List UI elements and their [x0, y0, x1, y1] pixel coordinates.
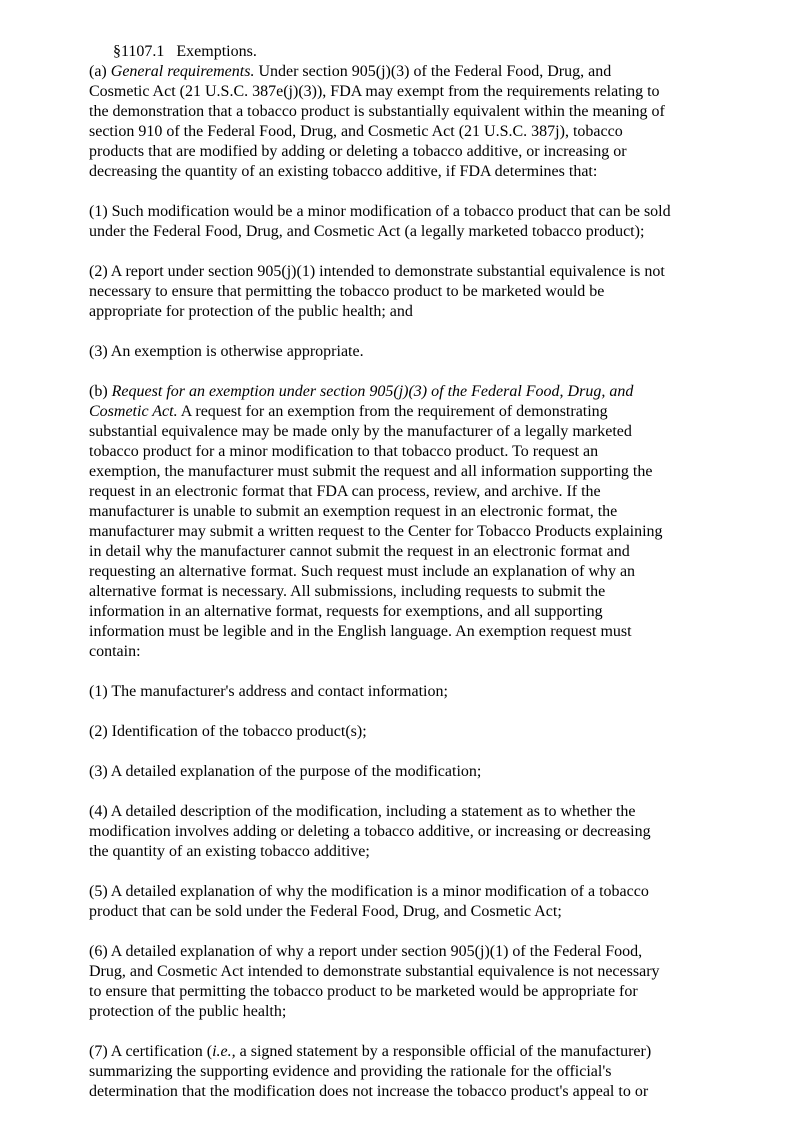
line-text: information must be legible and in the English language. An exemption request must	[89, 623, 632, 640]
line-text: information in an alternative format, requests for exemptions, and all supporting	[89, 603, 603, 620]
text-line	[89, 282, 729, 302]
line-prefix: (7) A certification (	[89, 1043, 213, 1060]
text-line	[89, 942, 729, 962]
text-line	[89, 222, 729, 242]
paragraph-b	[89, 382, 729, 662]
line-text: (3) An exemption is otherwise appropriate.	[89, 343, 364, 360]
paragraph-b6	[89, 942, 729, 1022]
text-line	[89, 682, 729, 702]
italic-caption: Request for an exemption under section 905(j)(3) of the Federal Food, Drug, and	[111, 383, 634, 400]
line-text: alternative format is necessary. All submissions, including requests to submit the	[89, 583, 606, 600]
text-line	[89, 1082, 729, 1102]
line-text: (1) Such modification would be a minor modification of a tobacco product that can be sold	[89, 203, 671, 220]
italic-caption: i.e.,	[212, 1043, 236, 1060]
text-line	[89, 382, 729, 402]
line-text: summarizing the supporting evidence and providing the rationale for the official's	[89, 1063, 612, 1080]
line-prefix: (a)	[89, 63, 111, 80]
line-text: A request for an exemption from the requirement of demonstrating	[177, 403, 608, 420]
paragraph-a1	[89, 202, 729, 242]
line-text: appropriate for protection of the public health; and	[89, 303, 413, 320]
line-text: section 910 of the Federal Food, Drug, and Cosmetic Act (21 U.S.C. 387j), tobacco	[89, 123, 623, 140]
text-line	[89, 882, 729, 902]
line-text: modification involves adding or deleting a tobacco additive, or increasing or decreasing	[89, 823, 651, 840]
text-line	[89, 302, 729, 322]
line-text: the demonstration that a tobacco product is substantially equivalent within the meaning of	[89, 103, 665, 120]
text-line	[89, 642, 729, 662]
line-text: necessary to ensure that permitting the tobacco product to be marketed would be	[89, 283, 605, 300]
paragraph-b2	[89, 722, 729, 742]
text-line	[89, 722, 729, 742]
text-line	[89, 622, 729, 642]
line-text: decreasing the quantity of an existing tobacco additive, if FDA determines that:	[89, 163, 598, 180]
text-line	[89, 1002, 729, 1022]
paragraph-b4	[89, 802, 729, 862]
text-line	[89, 422, 729, 442]
paragraph-b7	[89, 1042, 729, 1102]
line-text: in detail why the manufacturer cannot submit the request in an electronic format and	[89, 543, 630, 560]
text-line	[89, 902, 729, 922]
text-line	[89, 822, 729, 842]
section-number: §1107.1	[113, 43, 165, 60]
line-text: contain:	[89, 643, 141, 660]
line-text: (2) A report under section 905(j)(1) intended to demonstrate substantial equivalence is not	[89, 263, 665, 280]
line-text: manufacturer is unable to submit an exemption request in an electronic format, the	[89, 503, 618, 520]
line-text: (3) A detailed explanation of the purpose of the modification;	[89, 763, 482, 780]
line-text: Drug, and Cosmetic Act intended to demonstrate substantial equivalence is not necessary	[89, 963, 660, 980]
line-text: (4) A detailed description of the modification, including a statement as to whether the	[89, 803, 636, 820]
paragraph-a	[89, 62, 729, 182]
text-line	[89, 442, 729, 462]
line-text: substantial equivalence may be made only by the manufacturer of a legally marketed	[89, 423, 632, 440]
document-page	[89, 22, 729, 1122]
paragraph-a3	[89, 342, 729, 362]
text-line	[89, 62, 729, 82]
line-text: manufacturer may submit a written request to the Center for Tobacco Products explaining	[89, 523, 663, 540]
line-text: determination that the modification does not increase the tobacco product's appeal to or	[89, 1083, 649, 1100]
text-line	[89, 562, 729, 582]
line-text: products that are modified by adding or deleting a tobacco additive, or increasing or	[89, 143, 627, 160]
text-line	[89, 602, 729, 622]
line-text: Under section 905(j)(3) of the Federal Food, Drug, and	[254, 63, 612, 80]
section-title: Exemptions.	[176, 43, 257, 60]
text-line	[89, 482, 729, 502]
text-line	[89, 542, 729, 562]
text-line	[89, 202, 729, 222]
text-line	[89, 582, 729, 602]
line-text: to ensure that permitting the tobacco product to be marketed would be appropriate for	[89, 983, 638, 1000]
text-line	[89, 982, 729, 1002]
text-line	[89, 342, 729, 362]
line-text: tobacco product for a minor modification to that tobacco product. To request an	[89, 443, 599, 460]
line-prefix: (b)	[89, 383, 112, 400]
line-text: product that can be sold under the Federal Food, Drug, and Cosmetic Act;	[89, 903, 562, 920]
line-text: (5) A detailed explanation of why the modification is a minor modification of a tobacco	[89, 883, 649, 900]
line-text: (1) The manufacturer's address and contact information;	[89, 683, 448, 700]
text-line	[89, 502, 729, 522]
line-text: requesting an alternative format. Such request must include an explanation of why an	[89, 563, 636, 580]
text-line	[89, 842, 729, 862]
text-line	[89, 122, 729, 142]
line-text: protection of the public health;	[89, 1003, 287, 1020]
text-line	[89, 262, 729, 282]
text-line	[89, 402, 729, 422]
line-text: (6) A detailed explanation of why a report under section 905(j)(1) of the Federal Food,	[89, 943, 643, 960]
text-line	[89, 82, 729, 102]
text-line	[89, 522, 729, 542]
line-text: under the Federal Food, Drug, and Cosmetic Act (a legally marketed tobacco product);	[89, 223, 645, 240]
paragraph-a2	[89, 262, 729, 322]
text-line	[89, 462, 729, 482]
text-line	[89, 802, 729, 822]
text-line	[89, 1042, 729, 1062]
line-text: a signed statement by a responsible official of the manufacturer)	[235, 1043, 652, 1060]
line-text: request in an electronic format that FDA can process, review, and archive. If the	[89, 483, 601, 500]
text-line	[89, 762, 729, 782]
italic-caption: Cosmetic Act.	[89, 403, 178, 420]
text-line	[89, 162, 729, 182]
line-text: (2) Identification of the tobacco product(s);	[89, 723, 367, 740]
paragraph-b3	[89, 762, 729, 782]
text-line	[89, 102, 729, 122]
section-body	[89, 62, 729, 1102]
text-line	[89, 142, 729, 162]
italic-caption: General requirements.	[110, 63, 255, 80]
line-text: the quantity of an existing tobacco additive;	[89, 843, 370, 860]
paragraph-b1	[89, 682, 729, 702]
paragraph-b5	[89, 882, 729, 922]
line-text: exemption, the manufacturer must submit the request and all information supporting the	[89, 463, 653, 480]
text-line	[89, 1062, 729, 1082]
line-text: Cosmetic Act (21 U.S.C. 387e(j)(3)), FDA may exempt from the requirements relating to	[89, 83, 660, 100]
text-line	[89, 962, 729, 982]
section-heading	[89, 22, 729, 60]
